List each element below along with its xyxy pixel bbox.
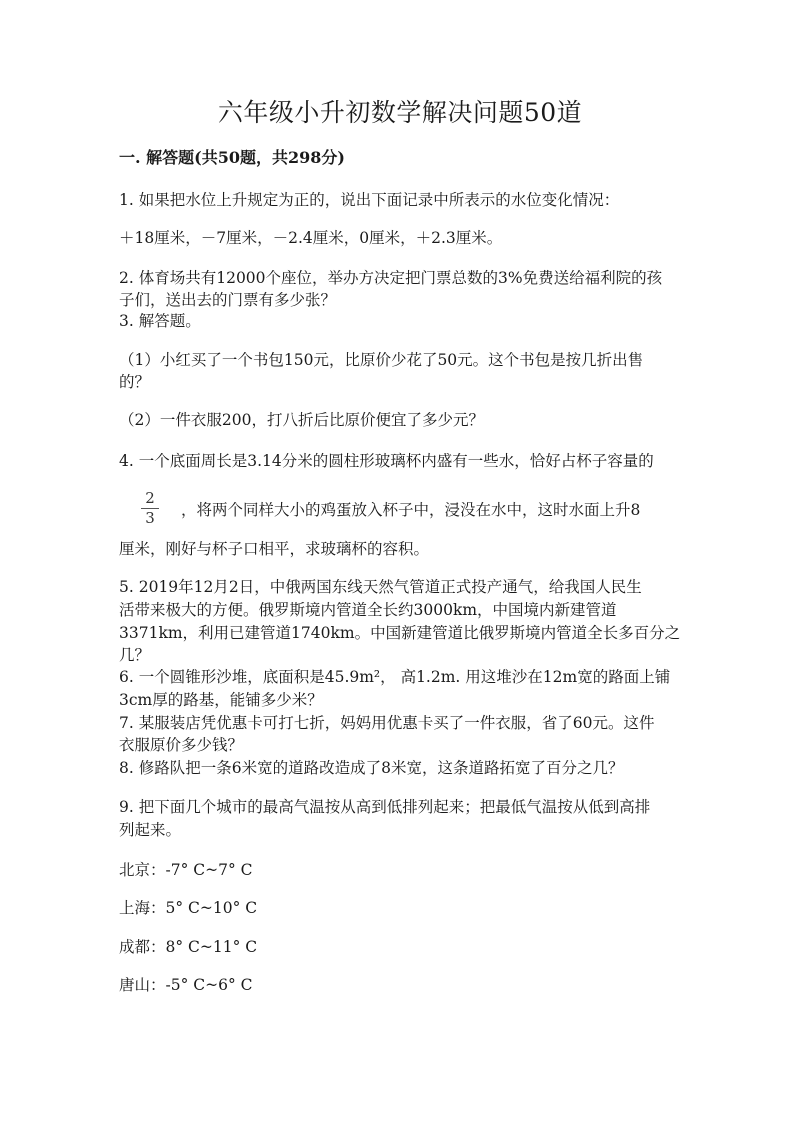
question-5-line-1: 5. 2019年12月2日，中俄两国东线天然气管道正式投产通气，给我国人民生 [119,578,642,596]
city-tangshan: 唐山：-5° C~6° C [119,976,253,994]
fraction-numerator: 2 [145,489,155,507]
question-3-line: 3. 解答题。 [119,312,201,330]
question-6-line-1: 6. 一个圆锥形沙堆，底面积是45.9m²， 高1.2m. 用这堆沙在12m宽的路面上铺 [119,668,671,686]
question-2-line-2: 子们，送出去的门票有多少张？ [119,291,337,309]
fraction-two-thirds [139,490,161,527]
question-7-line-1: 7. 某服装店凭优惠卡可打七折，妈妈用优惠卡买了一件衣服，省了60元。这件 [119,714,655,732]
city-chengdu: 成都：8° C~11° C [119,938,258,956]
question-4-line-1: 4. 一个底面周长是3.14分米的圆柱形玻璃杯内盛有一些水，恰好占杯子容量的 [119,452,654,470]
question-8-line: 8. 修路队把一条6米宽的道路改造成了8米宽，这条道路拓宽了百分之几？ [119,759,624,777]
question-6-line-2: 3cm厚的路基，能铺多少米？ [119,691,323,709]
question-4-line-2: ，将两个同样大小的鸡蛋放入杯子中，浸没在水中，这时水面上升8 [181,501,641,519]
fraction-denominator: 3 [145,509,155,527]
question-4-line-3: 厘米，刚好与杯子口相平，求玻璃杯的容积。 [119,540,430,558]
page-title: 六年级小升初数学解决问题50道 [217,98,583,127]
question-2-line-1: 2. 体育场共有12000个座位，举办方决定把门票总数的3%免费送给福利院的孩 [119,269,663,287]
section-heading: 一. 解答题(共50题，共298分) [119,148,345,167]
question-9-line-1: 9. 把下面几个城市的最高气温按从高到低排列起来；把最低气温按从低到高排 [119,798,651,816]
question-3-1-line-2: 的？ [119,373,151,391]
question-5-line-2: 活带来极大的方便。俄罗斯境内管道全长约3000km，中国境内新建管道 [119,601,617,619]
question-3-2-line: （2）一件衣服200，打八折后比原价便宜了多少元？ [119,411,484,429]
question-7-line-2: 衣服原价多少钱？ [119,736,244,754]
question-1-line-1: 1. 如果把水位上升规定为正的，说出下面记录中所表示的水位变化情况： [119,191,620,209]
city-shanghai: 上海：5° C~10° C [119,899,258,917]
city-beijing: 北京：-7° C~7° C [119,861,253,879]
question-5-line-3: 3371km，利用已建管道1740km。中国新建管道比俄罗斯境内管道全长多百分之 [119,624,681,642]
question-1-line-2: ＋18厘米，－7厘米，－2.4厘米，0厘米，＋2.3厘米。 [119,229,503,247]
question-9-line-2: 列起来。 [119,821,182,839]
question-5-line-4: 几？ [119,646,151,664]
question-3-1-line-1: （1）小红买了一个书包150元，比原价少花了50元。这个书包是按几折出售 [119,351,644,369]
